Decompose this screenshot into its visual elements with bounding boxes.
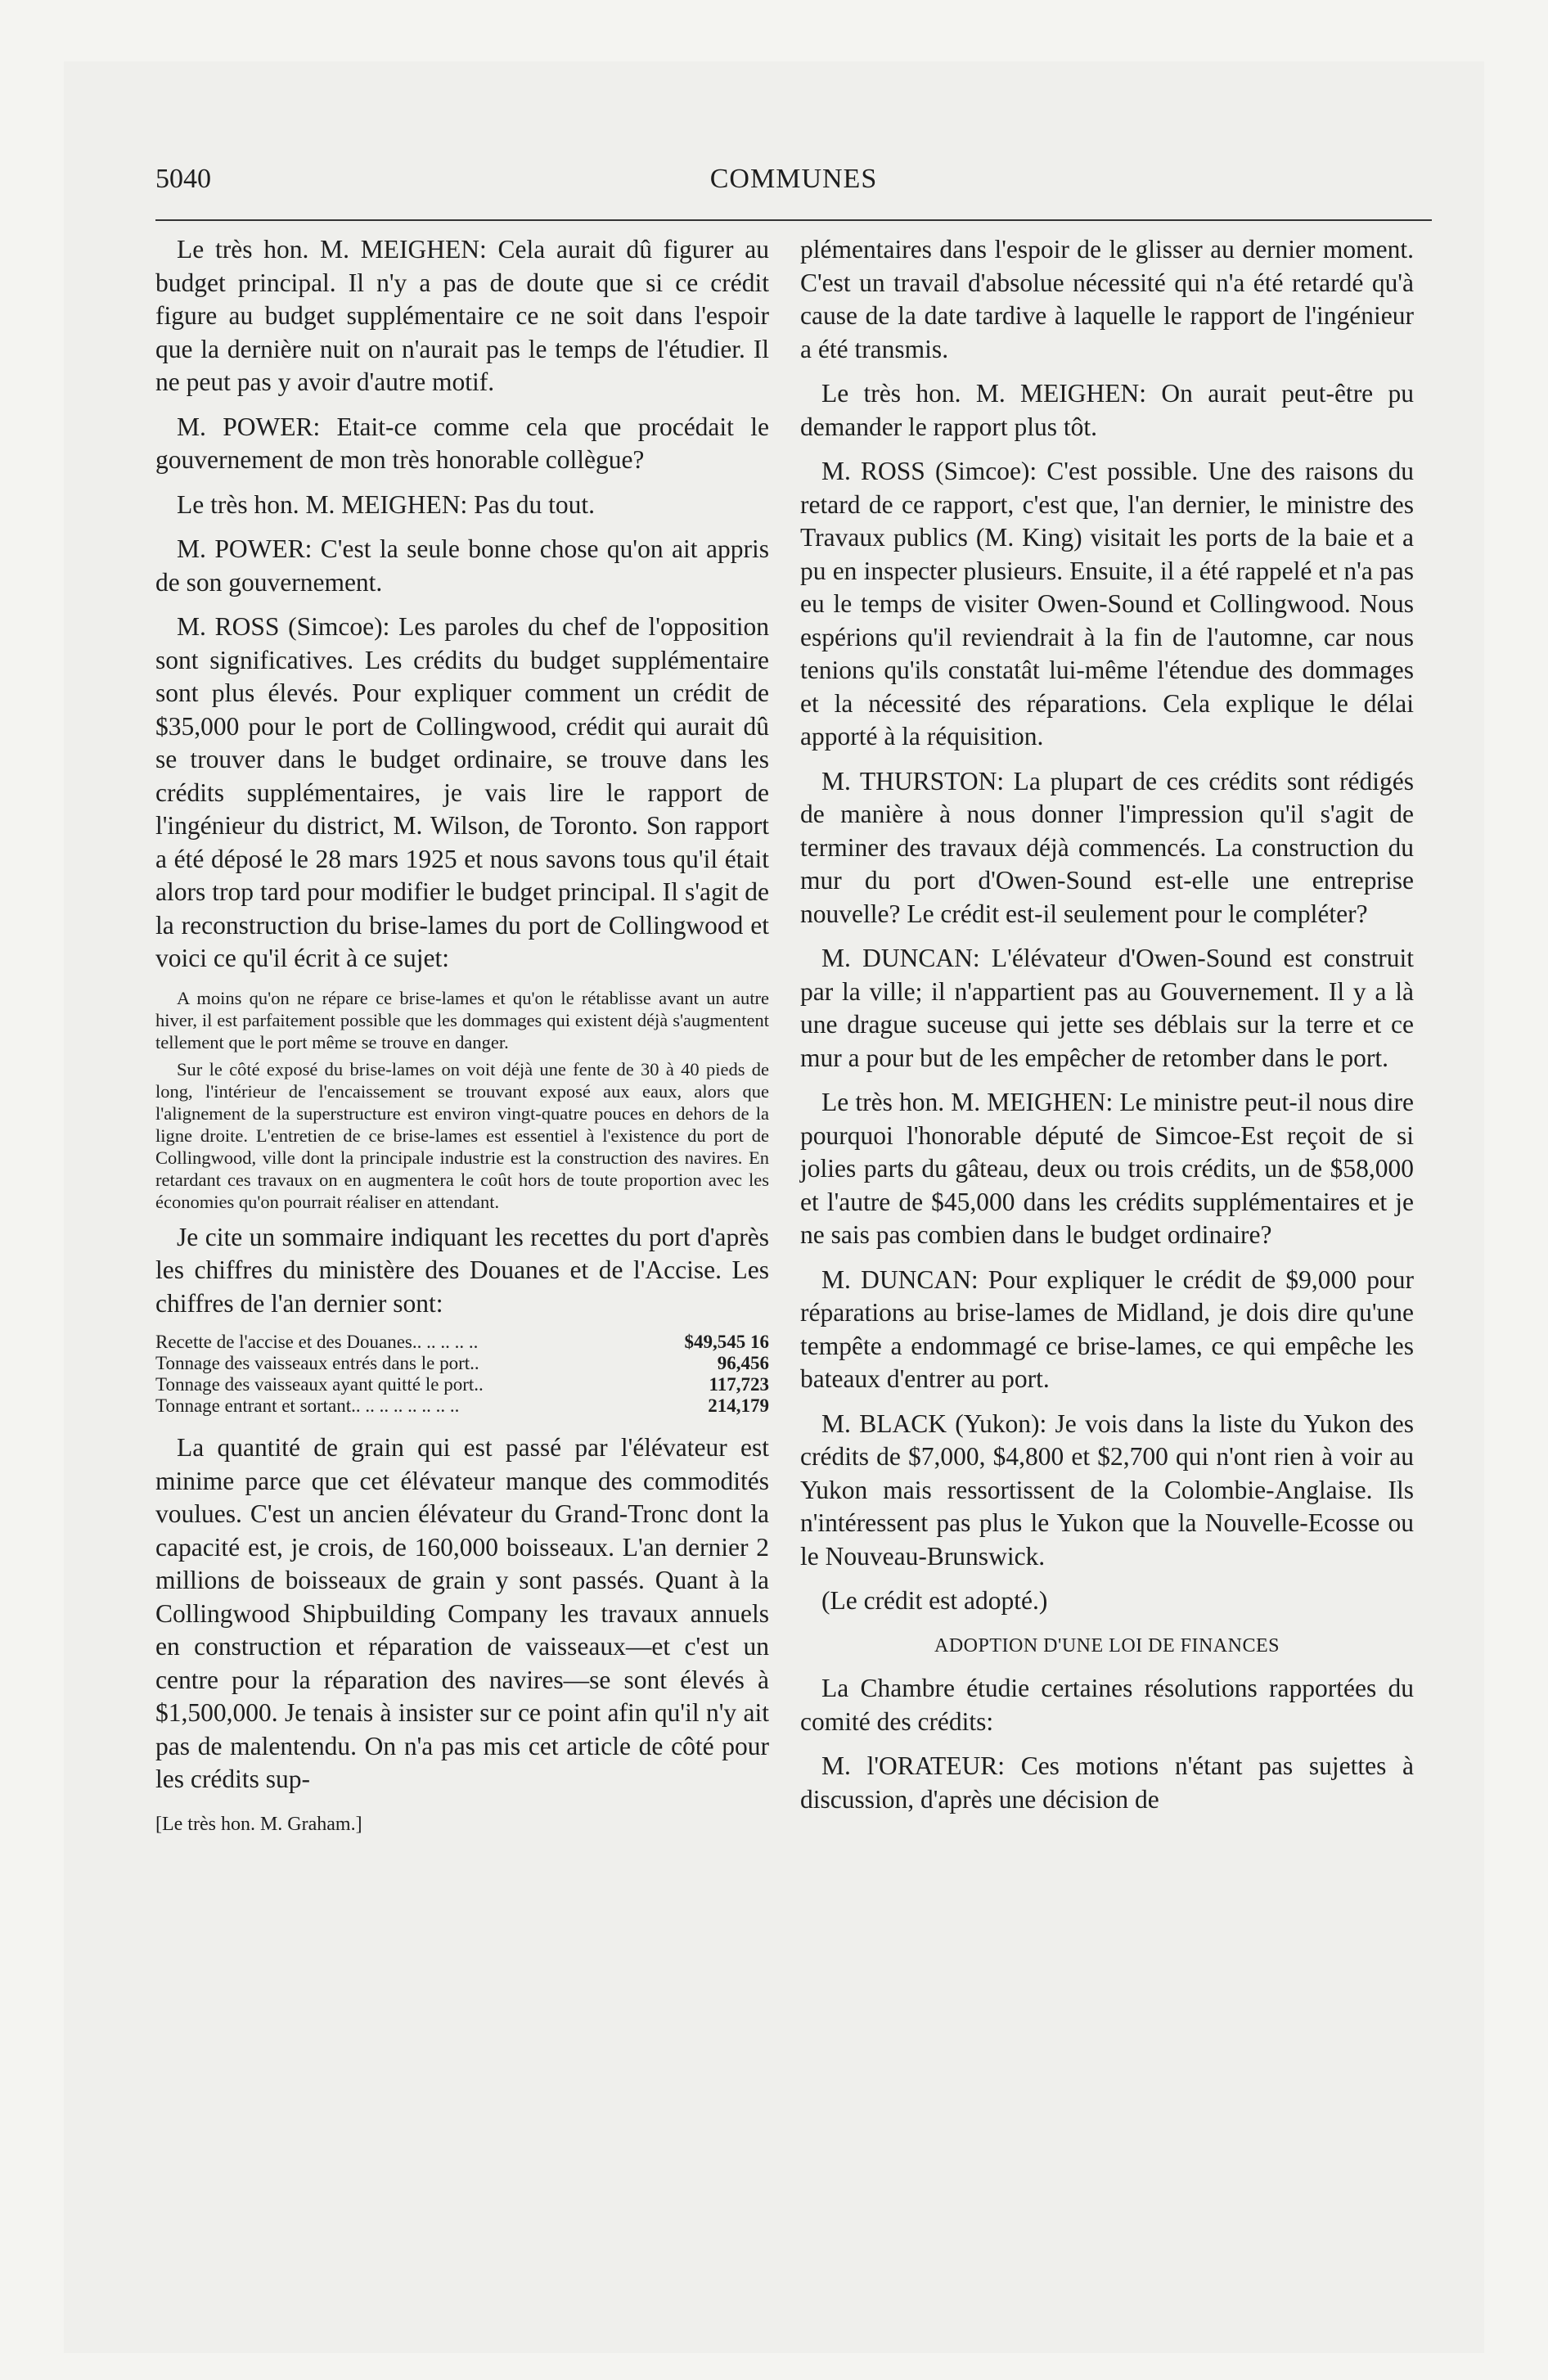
section-heading: ADOPTION D'UNE LOI DE FINANCES <box>934 1634 1280 1657</box>
paragraph: Le très hon. M. MEIGHEN: Pas du tout. <box>177 489 595 519</box>
left-column <box>155 233 769 1841</box>
table-row <box>155 1395 769 1417</box>
paragraph: M. DUNCAN: L'élévateur d'Owen-Sound est construit par la ville; il n'appartient pas au Gouvernement. Il y a là une drague suceuse qui jette ses déblais sur la terre et ce mur a pour but de les empêcher de retomber dans le port. <box>800 944 1414 1072</box>
paragraph: M. POWER: C'est la seule bonne chose qu'on ait appris de son gouvernement. <box>155 534 769 597</box>
page-title: COMMUNES <box>709 164 878 194</box>
quote-paragraph: A moins qu'on ne répare ce brise-lames et qu'on le rétablisse avant un autre hiver, il est parfaitement possible que les dommages qui existent déjà s'augmentent tellement que le port même se trouve en danger. <box>155 987 769 1053</box>
paragraph: M. l'ORATEUR: Ces motions n'étant pas sujettes à discussion, d'après une décision de <box>800 1751 1414 1814</box>
table-value: 96,456 <box>717 1353 769 1373</box>
paragraph: M. BLACK (Yukon): Je vois dans la liste du Yukon des crédits de $7,000, $4,800 et $2,700 qui n'ont rien à voir au Yukon mais ressortissent de la Colombie-Anglaise. Ils n'intéressent pas plus le Yukon que la Nouvelle-Ecosse ou le Nouveau-Brunswick. <box>800 1409 1414 1571</box>
paragraph: M. POWER: Etait-ce comme cela que procédait le gouvernement de mon très honorable collègue? <box>155 412 769 474</box>
speaker-footer: [Le très hon. M. Graham.] <box>155 1813 362 1835</box>
right-column <box>800 233 1414 1828</box>
table-label: Tonnage entrant et sortant.. .. .. .. .. .. .. .. <box>155 1395 460 1416</box>
paragraph: M. ROSS (Simcoe): C'est possible. Une des raisons du retard de ce rapport, c'est que, l'an dernier, le ministre des Travaux publics (M. King) visitait les ports de la baie et a pu en inspecter plusieurs. Ensuite, il a été rappelé et n'a pas eu le temps de visiter Owen-Sound et Collingwood. Nous espérions qu'il reviendrait à la fin de l'automne, car nous tenions qu'ils constatât lui-même l'étendue des dommages et la nécessité des réparations. Cela explique le délai apporté à la réquisition. <box>800 457 1414 751</box>
paragraph: La quantité de grain qui est passé par l'élévateur est minime parce que cet élévateur manque des commodités voulues. C'est un ancien élévateur du Grand-Tronc dont la capacité est, je crois, de 160,000 boisseaux. L'an dernier 2 millions de boisseaux de grain y sont passés. Quant à la Collingwood Shipbuilding Company les travaux annuels en construction et réparation de vaisseaux—et c'est un centre pour la réparation des navires—se sont élevés à $1,500,000. Je tenais à insister sur ce point afin qu'il n'y ait pas de malentendu. On n'a pas mis cet article de côté pour les crédits sup- <box>155 1433 769 1793</box>
paragraph: plémentaires dans l'espoir de le glisser au dernier moment. C'est un travail d'absolue nécessité qui n'a été retardé qu'à cause de la date tardive à laquelle le rapport de l'ingénieur a été transmis. <box>800 235 1414 363</box>
port-revenue-table <box>155 1332 769 1417</box>
page-number: 5040 <box>155 164 211 194</box>
table-label: Tonnage des vaisseaux entrés dans le port.. <box>155 1353 479 1373</box>
table-label: Recette de l'accise et des Douanes.. .. .. .. .. <box>155 1332 479 1352</box>
paragraph: M. THURSTON: La plupart de ces crédits sont rédigés de manière à nous donner l'impression qu'il s'agit de terminer des travaux déjà commencés. La construction du mur du port d'Owen-Sound est-elle une entreprise nouvelle? Le crédit est-il seulement pour le compléter? <box>800 766 1414 928</box>
table-row <box>155 1374 769 1395</box>
table-value: 117,723 <box>709 1374 769 1395</box>
paragraph: M. DUNCAN: Pour expliquer le crédit de $9,000 pour réparations au brise-lames de Midland, je dois dire qu'une tempête a endommagé ce brise-lames, ce qui empêche les bateaux d'entrer au port. <box>800 1264 1414 1393</box>
table-label: Tonnage des vaisseaux ayant quitté le port.. <box>155 1374 484 1395</box>
paragraph: Le très hon. M. MEIGHEN: Cela aurait dû figurer au budget principal. Il n'y a pas de doute que si ce crédit figure au budget supplémentaire ce ne soit dans l'espoir que la dernière nuit on n'aurait pas le temps de l'étudier. Il ne peut pas y avoir d'autre motif. <box>155 235 769 396</box>
report-quote <box>155 987 769 1213</box>
table-value: $49,545 16 <box>684 1332 769 1352</box>
paragraph: Je cite un sommaire indiquant les recettes du port d'après les chiffres du ministère des Douanes et de l'Accise. Les chiffres de l'an dernier sont: <box>155 1222 769 1318</box>
header-rule <box>155 219 1432 221</box>
paragraph: M. ROSS (Simcoe): Les paroles du chef de l'opposition sont significatives. Les crédits du budget supplémentaire sont plus élevés. Pour expliquer comment un crédit de $35,000 pour le port de Collingwood, crédit qui aurait dû se trouver dans le budget ordinaire, se trouve dans les crédits supplémentaires, je vais lire le rapport de l'ingénieur du district, M. Wilson, de Toronto. Son rapport a été déposé le 28 mars 1925 et nous savons tous qu'il était alors trop tard pour modifier le budget principal. Il s'agit de la reconstruction du brise-lames du port de Collingwood et voici ce qu'il écrit à ce sujet: <box>155 612 769 972</box>
paragraph: Le très hon. M. MEIGHEN: Le ministre peut-il nous dire pourquoi l'honorable député de Simcoe-Est reçoit de si jolies parts du gâteau, deux ou trois crédits, un de $58,000 et l'autre de $45,000 dans les crédits supplémentaires et je ne sais pas combien dans le budget ordinaire? <box>800 1088 1414 1249</box>
paragraph: La Chambre étudie certaines résolutions rapportées du comité des crédits: <box>800 1674 1414 1736</box>
table-row <box>155 1332 769 1353</box>
paragraph: (Le crédit est adopté.) <box>821 1586 1048 1615</box>
paragraph: Le très hon. M. MEIGHEN: On aurait peut-être pu demander le rapport plus tôt. <box>800 379 1414 441</box>
table-value: 214,179 <box>708 1395 769 1416</box>
quote-paragraph: Sur le côté exposé du brise-lames on voit déjà une fente de 30 à 40 pieds de long, l'intérieur de l'encaissement se trouvant exposé aux eaux, alors que l'alignement de la superstructure est environ vingt-quatre pouces en dehors de la ligne droite. L'entretien de ce brise-lames est essentiel à l'existence du port de Collingwood, ville dont la principale industrie est la construction des navires. En retardant ces travaux on en augmentera le coût hors de toute proportion avec les économies qu'on pourrait réaliser en attendant. <box>155 1058 769 1212</box>
page-header <box>155 164 1432 213</box>
table-row <box>155 1353 769 1374</box>
